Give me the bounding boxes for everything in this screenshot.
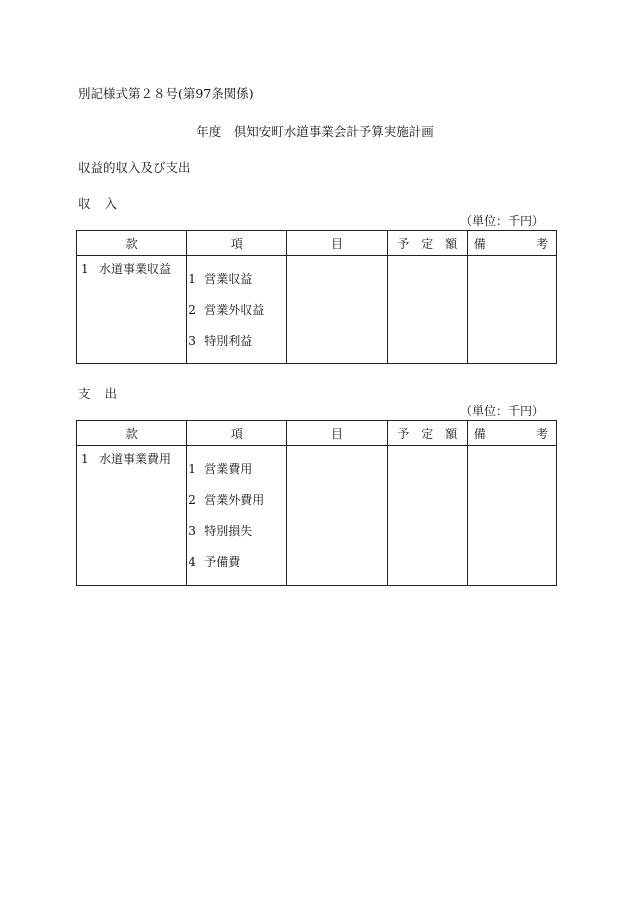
list-item	[187, 270, 286, 301]
header-biko	[467, 231, 556, 256]
income-table	[76, 230, 557, 364]
item-name: 営業外費用	[204, 493, 265, 507]
income-kan-number: 1	[81, 262, 89, 276]
expense-kou-cell	[187, 446, 287, 586]
header-biko-right: 考	[535, 426, 548, 441]
header-yotei: 予 定 額	[387, 231, 467, 256]
section-title: 収益的収入及び支出	[78, 160, 191, 175]
header-biko-left: 備	[473, 426, 486, 441]
item-number: 2	[188, 493, 196, 507]
item-number: 4	[188, 555, 196, 569]
expense-biko-cell	[467, 446, 556, 586]
form-number: 別記様式第２８号(第97条関係)	[78, 86, 254, 101]
income-label: 収入	[78, 196, 132, 211]
expense-body-row	[77, 446, 557, 586]
list-item	[187, 522, 286, 553]
income-kan-cell	[77, 256, 187, 364]
header-biko-left: 備	[473, 236, 486, 251]
income-kan-name: 水道事業収益	[99, 262, 172, 276]
document-title: 年度 倶知安町水道事業会計予算実施計画	[196, 124, 434, 139]
expense-kan-name: 水道事業費用	[99, 452, 172, 466]
item-number: 3	[188, 334, 196, 348]
header-kou: 項	[187, 421, 287, 446]
list-item	[187, 553, 286, 584]
item-name: 営業費用	[204, 462, 253, 476]
header-kan: 款	[77, 231, 187, 256]
item-number: 3	[188, 524, 196, 538]
header-yotei: 予 定 額	[387, 421, 467, 446]
income-biko-cell	[467, 256, 556, 364]
item-name: 営業外収益	[204, 303, 265, 317]
item-number: 1	[188, 272, 196, 286]
expense-table	[76, 420, 557, 586]
expense-kan-number: 1	[81, 452, 89, 466]
expense-yotei-cell	[387, 446, 467, 586]
income-yotei-cell	[387, 256, 467, 364]
header-biko-right: 考	[535, 236, 548, 251]
expense-unit-note: （単位：千円）	[459, 404, 544, 418]
item-number: 2	[188, 303, 196, 317]
header-moku: 目	[287, 421, 387, 446]
expense-kan-cell	[77, 446, 187, 586]
income-moku-cell	[287, 256, 387, 364]
item-name: 特別利益	[204, 334, 253, 348]
list-item	[187, 491, 286, 522]
header-biko	[467, 421, 556, 446]
income-header-row	[77, 231, 557, 256]
expense-label: 支出	[78, 386, 132, 401]
expense-moku-cell	[287, 446, 387, 586]
item-name: 予備費	[204, 555, 241, 569]
item-number: 1	[188, 462, 196, 476]
list-item	[187, 301, 286, 332]
item-name: 特別損失	[204, 524, 253, 538]
income-kou-cell	[187, 256, 287, 364]
income-body-row	[77, 256, 557, 364]
income-unit-note: （単位：千円）	[459, 214, 544, 228]
list-item	[187, 332, 286, 363]
list-item	[187, 460, 286, 491]
item-name: 営業収益	[204, 272, 253, 286]
header-kan: 款	[77, 421, 187, 446]
header-moku: 目	[287, 231, 387, 256]
expense-header-row	[77, 421, 557, 446]
header-kou: 項	[187, 231, 287, 256]
